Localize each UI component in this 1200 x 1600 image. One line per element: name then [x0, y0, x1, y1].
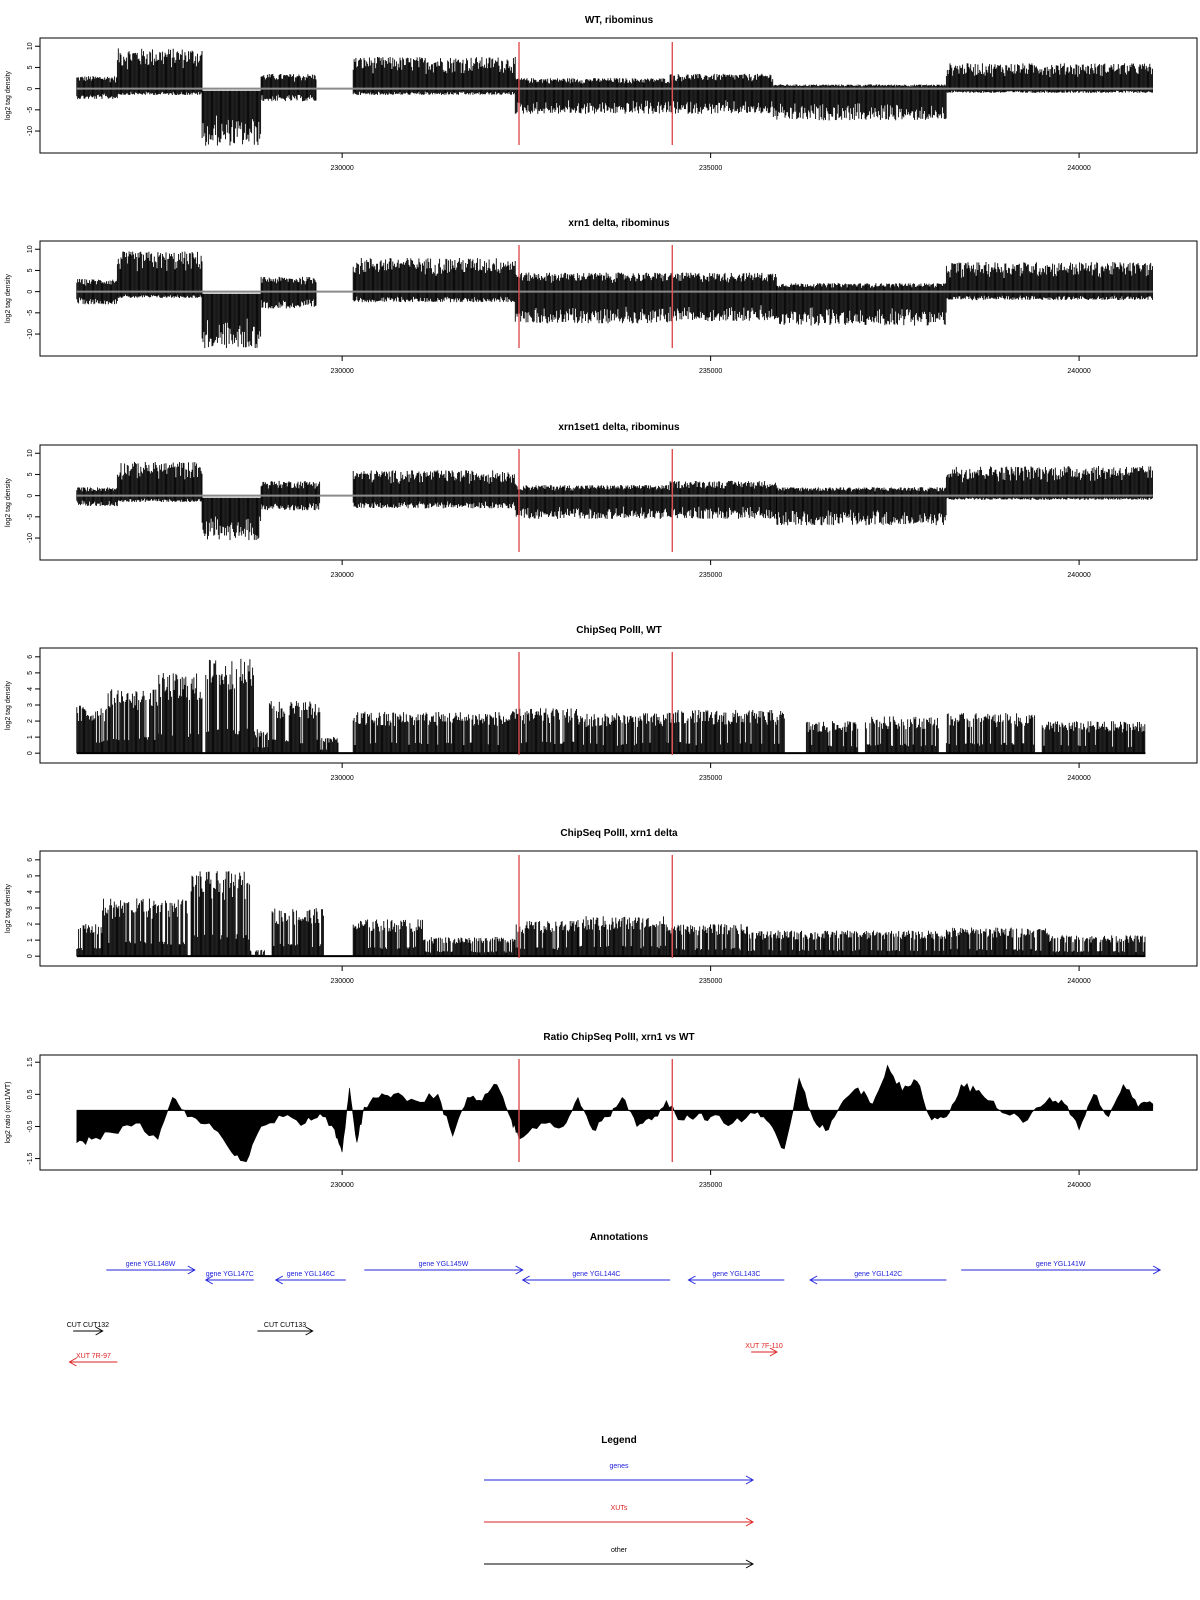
y-tick-label: 5: [27, 670, 34, 675]
y-tick-label: 10: [27, 449, 34, 458]
data-segment: [666, 710, 784, 753]
y-axis-label: log2 tag density: [5, 70, 12, 121]
data-segment: [202, 498, 261, 540]
x-tick-label: 235000: [698, 775, 723, 782]
chart-panels: [5, 15, 1197, 1189]
data-segment: [353, 470, 515, 508]
y-tick-label: -5: [27, 513, 34, 520]
data-segment: [865, 716, 938, 753]
data-segment: [158, 673, 202, 753]
x-tick-label: 235000: [698, 572, 723, 579]
data-segment: [777, 283, 946, 325]
x-tick-label: 230000: [330, 368, 354, 375]
y-tick-label: 0: [27, 493, 34, 498]
data-segment: [515, 485, 669, 519]
x-tick-label: 240000: [1067, 775, 1091, 782]
y-tick-label: 6: [27, 654, 34, 659]
data-segment: [946, 713, 1034, 753]
chart-title: ChipSeq PolII, xrn1 delta: [560, 828, 678, 839]
data-segment: [515, 273, 669, 324]
x-tick-label: 240000: [1067, 572, 1091, 579]
data-segment: [269, 701, 320, 753]
data-segment: [515, 708, 577, 753]
x-tick-label: 235000: [698, 165, 723, 172]
y-tick-label: 10: [27, 42, 34, 51]
y-tick-label: 0: [27, 751, 34, 756]
y-axis-label: log2 tag density: [5, 477, 12, 528]
data-segment: [670, 481, 776, 519]
data-segment: [103, 899, 188, 957]
y-tick-label: 2: [27, 719, 34, 724]
x-tick-label: 240000: [1067, 165, 1091, 172]
data-segment: [254, 729, 268, 753]
data-segment: [1042, 721, 1145, 753]
data-segment: [106, 689, 157, 753]
data-segment: [206, 659, 254, 753]
data-segment: [77, 76, 118, 99]
y-tick-label: 0: [27, 86, 34, 91]
data-segment: [515, 78, 669, 114]
data-segment: [353, 711, 515, 753]
data-segment: [272, 908, 323, 956]
chart-panel-3: [5, 422, 1197, 579]
y-tick-label: 4: [27, 686, 34, 691]
y-tick-label: 10: [27, 245, 34, 254]
y-axis-label: log2 tag density: [5, 273, 12, 324]
data-marks: [77, 462, 1153, 540]
y-axis-label: log2 tag density: [5, 680, 12, 731]
y-tick-label: 0: [27, 289, 34, 294]
y-tick-label: 5: [27, 472, 34, 477]
chart-panel-1: [5, 15, 1197, 172]
data-marks: [77, 251, 1153, 348]
data-marks: [77, 659, 1145, 753]
data-segment: [946, 262, 1152, 300]
data-segment: [320, 737, 338, 753]
data-segment: [578, 713, 666, 753]
y-tick-label: -10: [27, 532, 34, 544]
data-segment: [202, 294, 261, 348]
x-tick-label: 230000: [330, 165, 354, 172]
y-tick-label: 5: [27, 65, 34, 70]
x-tick-label: 235000: [698, 368, 723, 375]
data-segment: [77, 487, 118, 506]
data-segment: [191, 871, 250, 956]
data-segment: [777, 487, 946, 525]
data-marks: [77, 48, 1153, 145]
x-tick-label: 230000: [330, 775, 354, 782]
chart-panel-4: [5, 625, 1197, 782]
data-segment: [806, 721, 857, 753]
data-marks: [77, 871, 1145, 956]
y-tick-label: 3: [27, 703, 34, 707]
y-tick-label: -5: [27, 309, 34, 316]
x-tick-label: 230000: [330, 572, 354, 579]
data-segment: [77, 924, 102, 956]
chart-panel-2: [5, 218, 1197, 375]
chart-title: xrn1set1 delta, ribominus: [558, 422, 680, 433]
chart-title: xrn1 delta, ribominus: [568, 218, 670, 229]
data-segment: [77, 706, 106, 754]
chart-title: ChipSeq PolII, WT: [576, 625, 662, 636]
data-segment: [261, 277, 316, 309]
y-tick-label: -10: [27, 125, 34, 137]
y-tick-label: 5: [27, 268, 34, 273]
y-tick-label: -5: [27, 106, 34, 113]
chart-title: WT, ribominus: [584, 15, 654, 26]
data-segment: [773, 84, 946, 120]
y-tick-label: 1: [27, 735, 34, 740]
data-segment: [670, 74, 773, 114]
data-segment: [202, 91, 261, 146]
y-tick-label: -10: [27, 328, 34, 340]
chart-panel-5: [5, 828, 1197, 985]
data-segment: [353, 258, 515, 302]
data-segment: [670, 273, 776, 322]
x-tick-label: 240000: [1067, 368, 1091, 375]
